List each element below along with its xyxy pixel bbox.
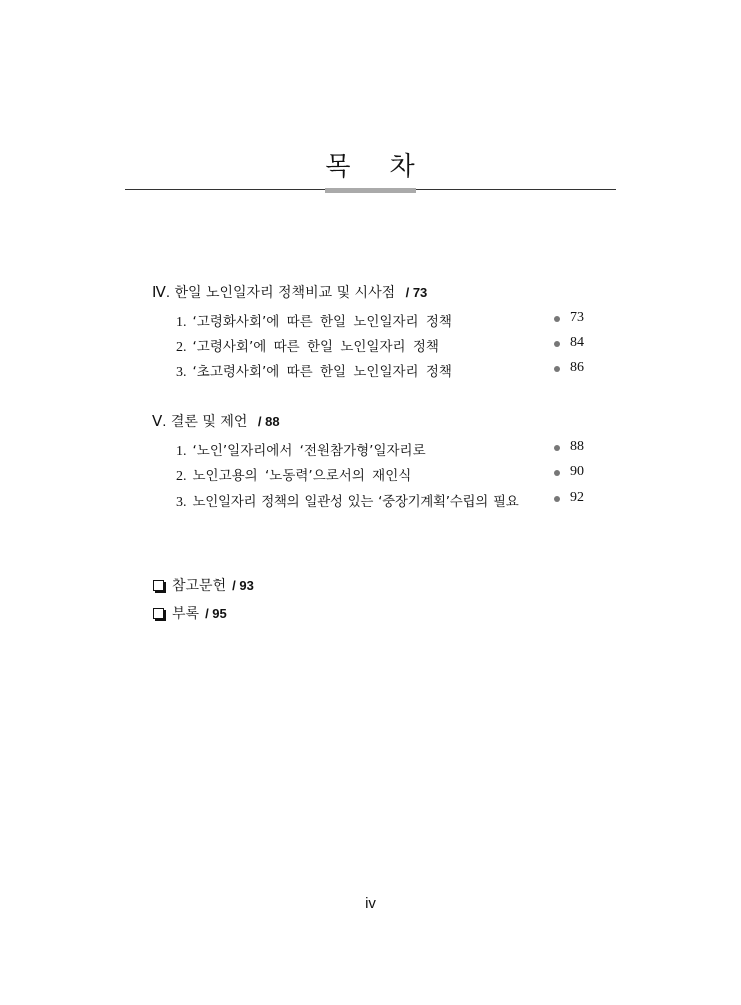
chapter-heading[interactable] (152, 411, 280, 431)
bullet-icon (554, 496, 560, 502)
chapter-title: 결론 및 제언 (170, 414, 248, 430)
entry-label: ‘노인’일자리에서 ‘전원참가형’일자리로 (192, 443, 426, 459)
entry-number: 2. (176, 469, 187, 484)
bullet-icon (554, 316, 560, 322)
back-matter-label: 부록 (172, 606, 200, 622)
back-matter-item[interactable] (153, 603, 227, 623)
toc-entry[interactable] (176, 335, 584, 355)
entry-number: 3. (176, 365, 187, 380)
back-matter-page-ref: / 93 (232, 578, 254, 593)
entry-label: ‘초고령사회’에 따른 한일 노인일자리 정책 (192, 364, 452, 380)
toc-entry[interactable] (176, 464, 584, 484)
bullet-icon (554, 366, 560, 372)
entry-label: 노인일자리 정책의 일관성 있는 ‘중장기계획’수립의 필요 (192, 494, 519, 510)
entry-page: 86 (570, 360, 584, 375)
page-title (0, 146, 741, 183)
chapter-title: 한일 노인일자리 정책비교 및 시사점 (174, 285, 396, 301)
back-matter-page-ref: / 95 (205, 606, 227, 621)
entry-page: 84 (570, 335, 584, 350)
title-char-1: 목 (325, 152, 352, 182)
entry-page: 92 (570, 490, 584, 505)
page-number: iv (365, 895, 376, 912)
entry-label: ‘고령사회’에 따른 한일 노인일자리 정책 (192, 339, 439, 355)
toc-entry[interactable] (176, 360, 584, 380)
title-rule-accent (325, 188, 416, 193)
chapter-page-ref: / 88 (257, 414, 280, 429)
entry-page: 88 (570, 439, 584, 454)
chapter-heading[interactable] (152, 282, 427, 302)
entry-number: 1. (176, 444, 187, 459)
chapter-numeral: Ⅳ. (152, 284, 171, 301)
bullet-icon (554, 470, 560, 476)
toc-entry[interactable] (176, 310, 584, 330)
entry-label: 노인고용의 ‘노동력’으로서의 재인식 (192, 468, 412, 484)
bullet-icon (554, 445, 560, 451)
back-matter-item[interactable] (153, 575, 254, 595)
checkbox-square-icon (153, 580, 164, 591)
back-matter-label: 참고문헌 (172, 578, 227, 594)
title-char-2: 차 (389, 152, 416, 182)
entry-page: 73 (570, 310, 584, 325)
chapter-page-ref: / 73 (405, 285, 428, 300)
entry-label: ‘고령화사회’에 따른 한일 노인일자리 정책 (192, 314, 452, 330)
entry-number: 3. (176, 495, 187, 510)
checkbox-square-icon (153, 608, 164, 619)
bullet-icon (554, 341, 560, 347)
toc-entry[interactable] (176, 490, 584, 510)
entry-number: 1. (176, 315, 187, 330)
toc-entry[interactable] (176, 439, 584, 459)
entry-page: 90 (570, 464, 584, 479)
entry-number: 2. (176, 340, 187, 355)
chapter-numeral: Ⅴ. (152, 413, 167, 430)
